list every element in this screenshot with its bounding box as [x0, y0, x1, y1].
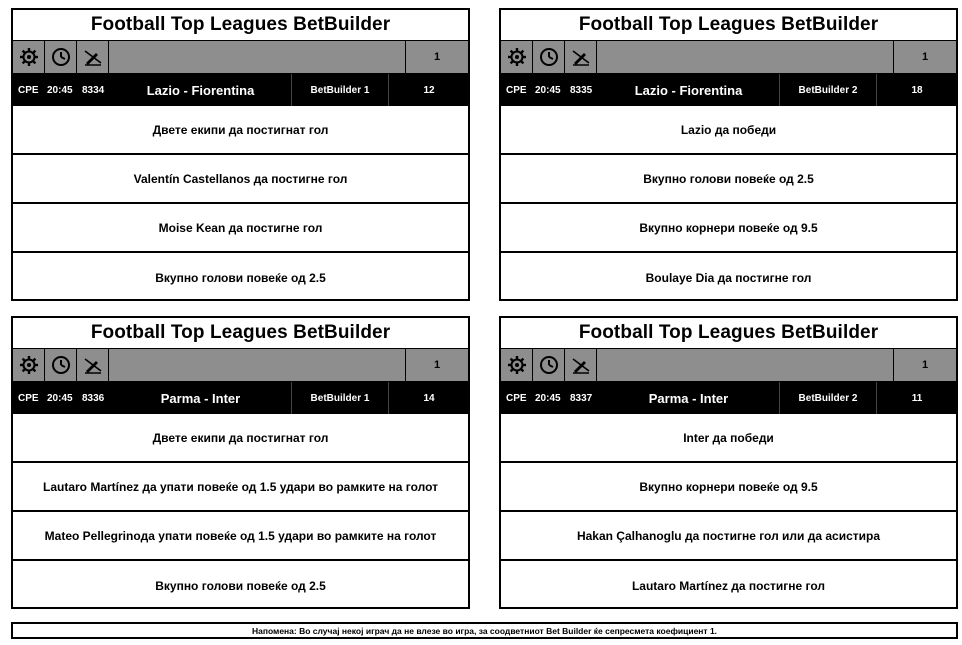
- card-title: Football Top Leagues BetBuilder: [13, 318, 468, 349]
- card-title: Football Top Leagues BetBuilder: [13, 10, 468, 41]
- selection-row: Двете екипи да постигнат гол: [13, 106, 468, 155]
- selection-row: Hakan Çalhanoglu да постигне гол или да асистира: [501, 512, 956, 561]
- selection-count: 18: [911, 84, 923, 96]
- selection-row: Boulaye Dia да постигне гол: [645, 270, 812, 285]
- icon-toolbar: [13, 41, 468, 74]
- top-number: 1: [921, 51, 929, 63]
- selection-row: Вкупно корнери повеќе од 9.5: [501, 204, 956, 253]
- icon-toolbar: [501, 349, 956, 382]
- icon-toolbar: [501, 41, 956, 74]
- selection-row: Lautaro Martínez да постигне гол: [631, 578, 826, 593]
- toolbar-blank: [597, 41, 894, 73]
- gear-icon: [13, 349, 45, 381]
- selection-row: Inter да победи: [501, 414, 956, 463]
- league-code: СРЕ: [18, 392, 39, 404]
- match-teams: Parma - Inter: [160, 390, 241, 406]
- match-teams: Parma - Inter: [648, 390, 729, 406]
- selection-row: Mateo Pellegrinoда упати повеќе од 1.5 удари во рамките на голот: [13, 512, 468, 561]
- selection-count: 14: [423, 392, 435, 404]
- match-id: 8334: [82, 84, 105, 96]
- betbuilder-card: [499, 8, 958, 301]
- match-time: 20:45: [47, 84, 73, 96]
- gear-icon: [501, 349, 533, 381]
- match-time: 20:45: [535, 84, 561, 96]
- selection-row: Valentín Castellanos да постигне гол: [13, 155, 468, 204]
- no-writing-icon: [77, 349, 109, 381]
- match-header: [501, 382, 956, 414]
- selection-row: Lazio да победи: [501, 106, 956, 155]
- betbuilder-label: BetBuilder 1: [291, 74, 389, 106]
- selection-row: Вкупно голови повеќе од 2.5: [155, 578, 326, 593]
- clock-icon: [533, 41, 565, 73]
- card-title: Football Top Leagues BetBuilder: [501, 318, 956, 349]
- no-writing-icon: [77, 41, 109, 73]
- selection-row: Moise Kean да постигне гол: [13, 204, 468, 253]
- betbuilder-label: BetBuilder 2: [779, 382, 877, 414]
- match-id: 8335: [570, 84, 593, 96]
- top-number: 1: [433, 51, 441, 63]
- match-header: [13, 382, 468, 414]
- match-teams: Lazio - Fiorentina: [146, 82, 255, 98]
- league-code: СРЕ: [18, 84, 39, 96]
- match-header: [501, 74, 956, 106]
- top-number: 1: [921, 359, 929, 371]
- match-header: [13, 74, 468, 106]
- card-title: Football Top Leagues BetBuilder: [501, 10, 956, 41]
- betbuilder-card: [11, 316, 470, 609]
- gear-icon: [501, 41, 533, 73]
- selection-row: Вкупно голови повеќе од 2.5: [155, 270, 326, 285]
- selection-row: Двете екипи да постигнат гол: [13, 414, 468, 463]
- match-id: 8336: [82, 392, 105, 404]
- match-id: 8337: [570, 392, 593, 404]
- betbuilder-card: [499, 316, 958, 609]
- clock-icon: [533, 349, 565, 381]
- match-teams: Lazio - Fiorentina: [634, 82, 743, 98]
- icon-toolbar: [13, 349, 468, 382]
- top-number: 1: [433, 359, 441, 371]
- selection-row: Lautaro Martínez да упати повеќе од 1.5 удари во рамките на голот: [13, 463, 468, 512]
- match-time: 20:45: [535, 392, 561, 404]
- league-code: СРЕ: [506, 392, 527, 404]
- toolbar-blank: [597, 349, 894, 381]
- toolbar-blank: [109, 41, 406, 73]
- toolbar-blank: [109, 349, 406, 381]
- match-time: 20:45: [47, 392, 73, 404]
- clock-icon: [45, 41, 77, 73]
- betbuilder-label: BetBuilder 2: [779, 74, 877, 106]
- no-writing-icon: [565, 349, 597, 381]
- selection-count: 11: [911, 392, 923, 404]
- selection-row: Вкупно корнери повеќе од 9.5: [501, 463, 956, 512]
- betbuilder-label: BetBuilder 1: [291, 382, 389, 414]
- clock-icon: [45, 349, 77, 381]
- league-code: СРЕ: [506, 84, 527, 96]
- gear-icon: [13, 41, 45, 73]
- betbuilder-card: [11, 8, 470, 301]
- no-writing-icon: [565, 41, 597, 73]
- selection-count: 12: [423, 84, 435, 96]
- footnote: Напомена: Во случај некој играч да не влезе во игра, за соодветниот Bet Builder ќе сепресмета коефициент 1.: [11, 622, 958, 639]
- selection-row: Вкупно голови повеќе од 2.5: [501, 155, 956, 204]
